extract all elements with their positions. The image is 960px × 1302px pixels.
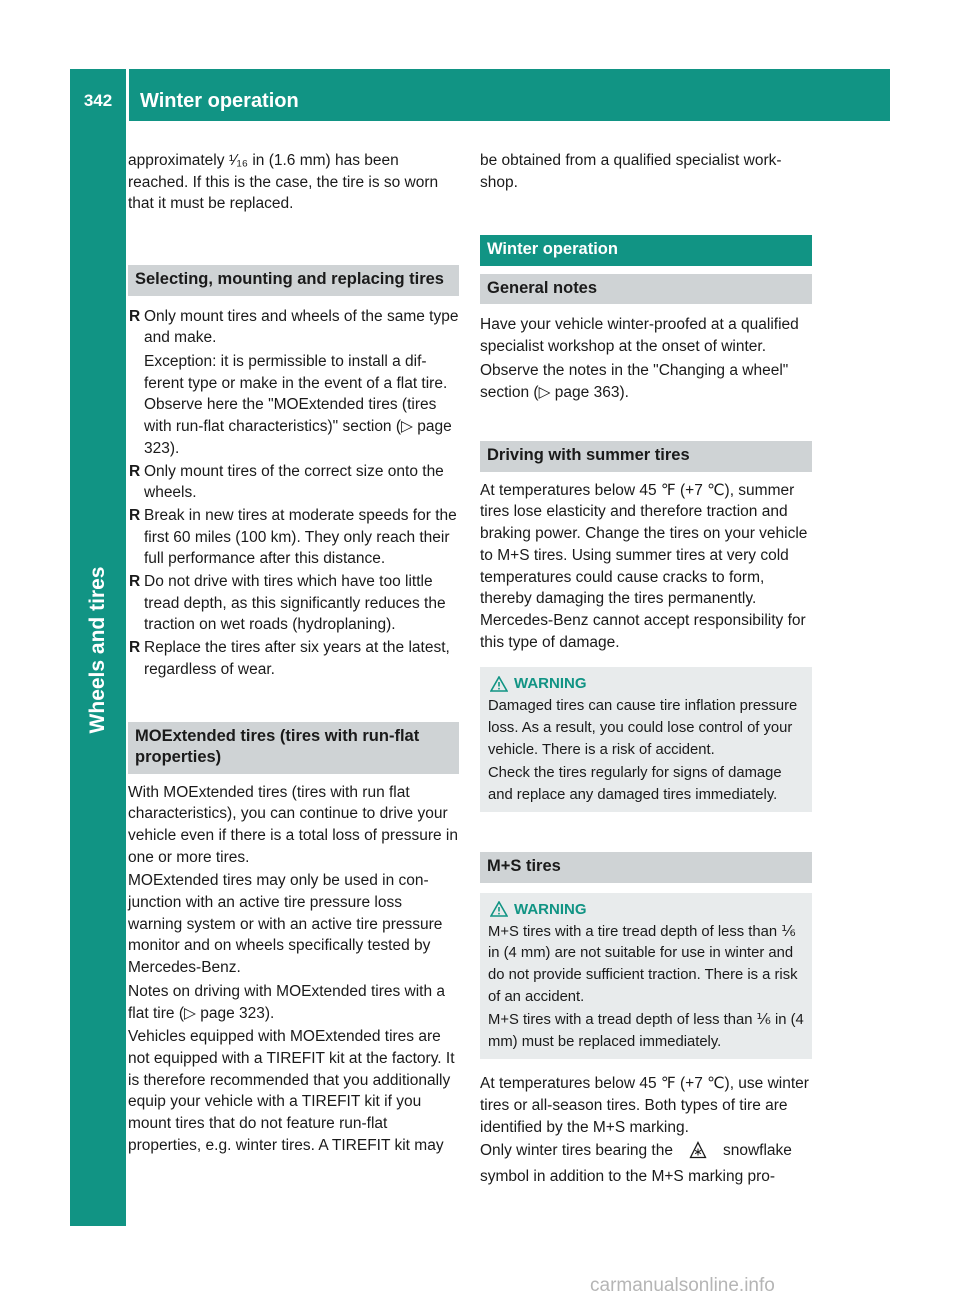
right-column [480,150,812,1188]
warning-label: WARNING [514,675,587,693]
paragraph: Vehicles equipped with MOExtended tires are not equipped with a TIREFIT kit at the factory. It is therefore recommended that you additionally equip your vehicle with a TIREFIT kit if you mount tires that do not feature run-flat properties, e.g. winter tires. A TIREFIT kit may [128,1028,455,1154]
warning-text: Damaged tires can cause tire inflation pressure loss. As a result, you could lose control of your vehicle. There is a risk of accident. [488,698,798,758]
section-heading-selecting: Selecting, mounting and replacing tires [128,265,459,296]
page-title: Winter operation [140,90,299,112]
left-column [128,150,459,1157]
warning-triangle-icon [490,676,508,692]
paragraph: Observe the notes in the "Changing a wheel" section (▷ page 363). [480,361,789,401]
section-heading-ms: M+S tires [480,852,812,883]
selecting-list [128,306,459,681]
watermark: carmanualsonline.info [590,1275,775,1296]
intro-paragraph: approximately ¹⁄₁₆ in (1.6 mm) has been reached. If this is the case, the tire is so worn that it must be replaced. [128,152,439,213]
list-item: R Only mount tires of the correct size onto the wheels. [129,462,444,502]
section-heading-moextended: MOExtended tires (tires with run-flat properties) [128,722,459,774]
side-tab-gap [70,1226,126,1296]
paragraph: At temperatures below 45 ℉ (+7 ℃), summer tires lose elasticity and therefore traction and braking power. Change the tires on your vehicle to M+S tires. Using summer tires at very cold temperatures could cause cracks to form, thereby damaging the tires permanently. Mercedes-Benz cannot accept responsibility for this type of damage. [480,481,808,651]
list-item: R Break in new tires at moderate speeds for the first 60 miles (100 km). They only reach their full performance after this distance. [129,506,457,568]
paragraph: MOExtended tires may only be used in conjunction with an active tire pressure loss warning system or with an active tire pressure monitor and on wheels specifically tested by Mercedes-Benz. [128,872,443,977]
snowflake-mountain-icon [689,1141,707,1166]
list-item: R Replace the tires after six years at the latest, regardless of wear. [129,639,450,678]
warning-box [480,667,812,812]
warning-text: M+S tires with a tread depth of less than ⅙ in (4 mm) must be replaced immediately. [488,1012,804,1050]
warning-text: Check the tires regularly for signs of damage and replace any damaged tires immediately. [488,765,782,803]
warning-heading [490,675,804,692]
page-number: 342 [83,91,113,110]
warning-heading [490,901,804,918]
paragraph: With MOExtended tires (tires with run flat characteristics), you can continue to drive your vehicle even if there is a total loss of pressure in one or more tires. [128,783,458,866]
continued-paragraph: be obtained from a qualified specialist workshop. [480,152,782,191]
paragraph: At temperatures below 45 ℉ (+7 ℃), use winter tires or all-season tires. Both types of tire are identified by the M+S marking. [480,1075,809,1136]
warning-label: WARNING [514,900,587,918]
list-item: R Do not drive with tires which have too little tread depth, as this significantly reduces the traction on wet roads (hydroplaning). [129,573,446,634]
paragraph: Have your vehicle winter-proofed at a qualified specialist workshop at the onset of winter. [480,316,799,356]
section-heading-general: General notes [480,274,812,305]
header-divider [126,69,129,121]
list-item: R Only mount tires and wheels of the same type and make. Exception: it is permissible to install a different type or make in the event of a flat tire. Observe here the "MOExtended tires (tires with run-flat characteristics)" section (▷ page 323). [128,306,459,460]
side-tab-label: Wheels and tires [86,566,109,734]
section-heading-summer: Driving with summer tires [480,441,812,472]
paragraph: Notes on driving with MOExtended tires with a flat tire (▷ page 323). [128,982,446,1022]
warning-box [480,893,812,1060]
main-section-heading: Winter operation [480,235,812,266]
warning-text: M+S tires with a tire tread depth of less than ⅙ in (4 mm) are not suitable for use in winter and do not provide sufficient traction. There is a risk of an accident. [488,923,798,1005]
paragraph: Only winter tires bearing the snowflake symbol in addition to the M+S marking pro- [480,1142,792,1186]
warning-triangle-icon [490,901,508,917]
exception-note: Exception: it is permissible to install a different type or make in the event of a flat tire. Observe here the "MOExtended tires (tires with run-flat characteristics)" section (▷ page 323). [144,353,452,457]
